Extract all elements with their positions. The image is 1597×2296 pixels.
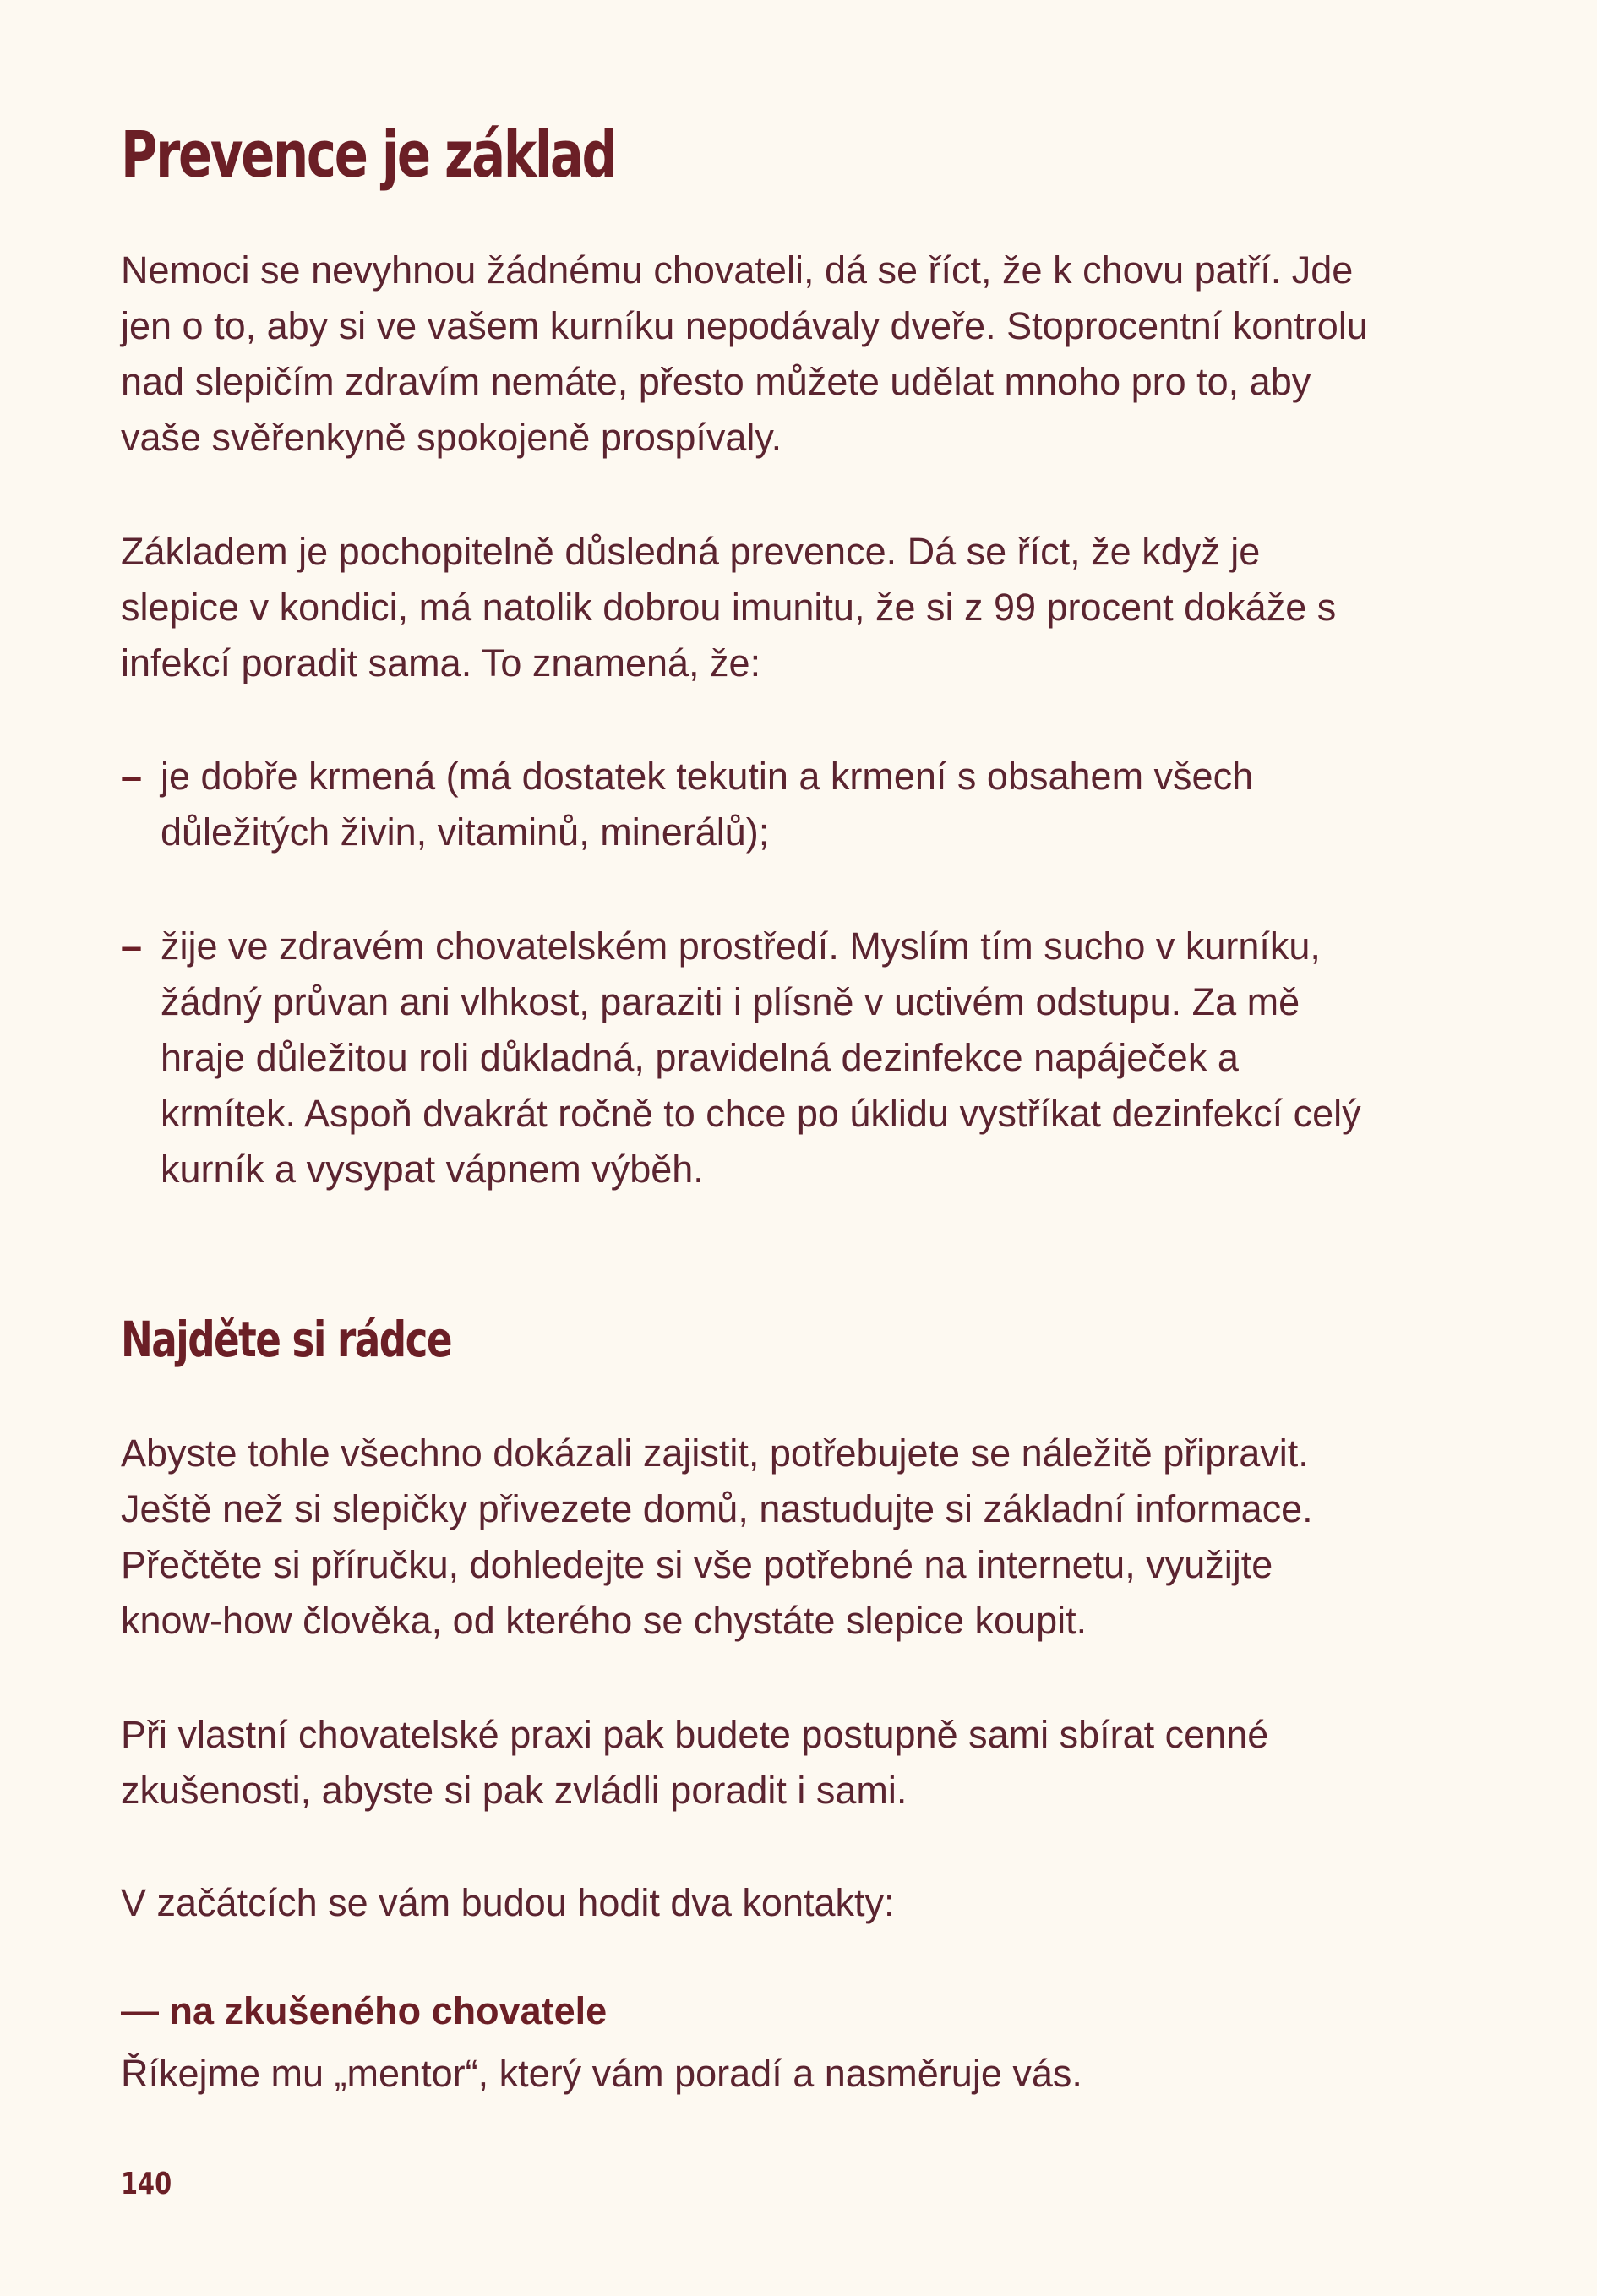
contact-subheading: — na zkušeného chovatele — [121, 1989, 608, 2032]
section-heading: Najděte si rádce — [121, 1311, 451, 1368]
paragraph: V začátcích se vám budou hodit dva kontakty: — [121, 1881, 895, 1924]
paragraph: Nemoci se nevyhnou žádnému chovateli, dá se říct, že k chovu patří. Jde jen o to, aby si ve vašem kurníku nepodávaly dveře. Stoprocentní kontrolu nad slepičím zdravím nemáte, přesto můžete udělat mnoho pro to, aby vaše svěřenkyně spokojeně prospívaly. — [121, 248, 1368, 459]
page-number: 140 — [121, 2167, 172, 2201]
paragraph: Říkejme mu „mentor“, který vám poradí a nasměruje vás. — [121, 2052, 1082, 2095]
list-item-text: je dobře krmená (má dostatek tekutin a krmení s obsahem všech důležitých živin, vitaminů, minerálů); — [161, 755, 1254, 854]
page-heading: Prevence je základ — [121, 117, 616, 192]
list-item-text: žije ve zdravém chovatelském prostředí. Myslím tím sucho v kurníku, žádný průvan ani vlhkost, paraziti i plísně v uctivém odstupu. Za mě hraje důležitou roli důkladná, pravidelná dezinfekce napáječek a krmítek. Aspoň dvakrát ročně to chce po úklidu vystříkat dezinfekcí celý kurník a vysypat vápnem výběh. — [161, 924, 1361, 1191]
paragraph: Základem je pochopitelně důsledná prevence. Dá se říct, že když je slepice v kondici, má natolik dobrou imunitu, že si z 99 procent dokáže s infekcí poradit sama. To znamená, že: — [121, 530, 1337, 684]
list-item — [121, 749, 1380, 860]
list-dash: – — [121, 924, 143, 968]
paragraph: Abyste tohle všechno dokázali zajistit, potřebujete se náležitě připravit. Ještě než si slepičky přivezete domů, nastudujte si základní informace. Přečtěte si příručku, dohledejte si vše potřebné na internetu, využijte know-how člověka, od kterého se chystáte slepice koupit. — [121, 1432, 1313, 1642]
list-item — [121, 919, 1380, 1197]
list-dash: – — [121, 755, 143, 798]
paragraph: Při vlastní chovatelské praxi pak budete postupně sami sbírat cenné zkušenosti, abyste si pak zvládli poradit i sami. — [121, 1713, 1269, 1812]
